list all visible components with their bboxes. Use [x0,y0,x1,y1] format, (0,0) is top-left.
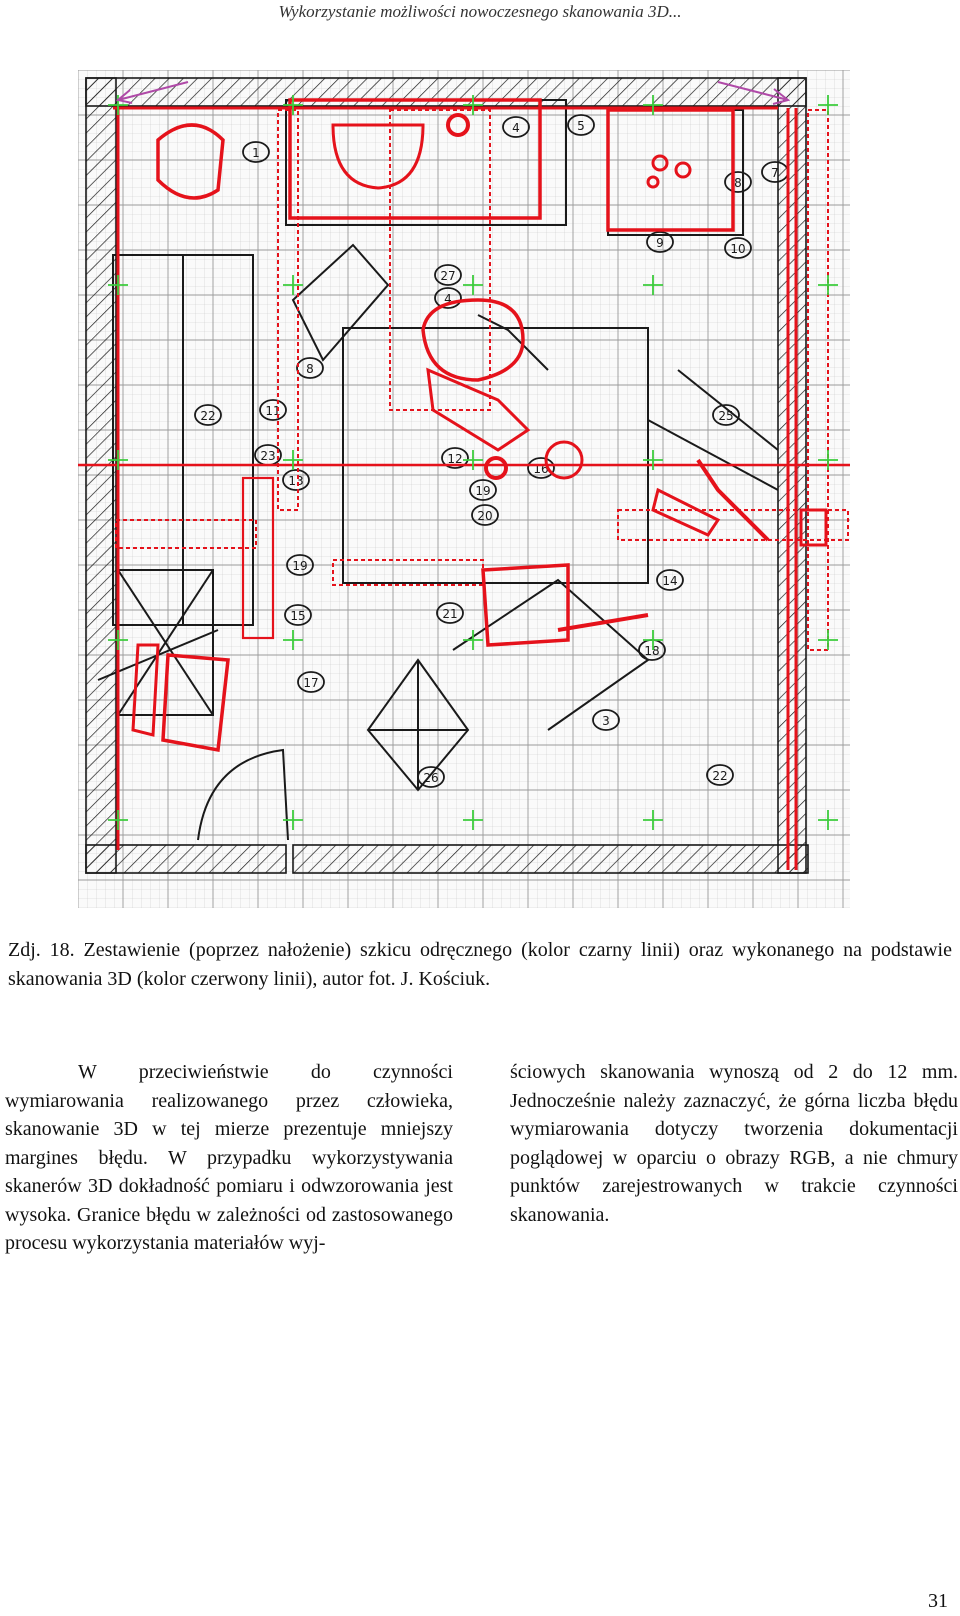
sketch-marker-label: 27 [440,269,456,283]
sketch-marker-label: 22 [200,409,216,423]
floor-plan-svg [78,70,850,908]
sketch-marker-label: 14 [662,574,678,588]
paragraph-left: W przeciwieństwie do czynności wymiarowania realizowanego przez człowieka, skanowanie 3D w tej mierze prezentuje mniejszy margines błędu. W przypadku wykorzystywania skanerów 3D dokładność pomiaru i odwzorowania jest wysoka. Granice błędu w zależności od zastosowanego procesu wykorzystania materiałów wyj- [5,1061,453,1254]
sketch-marker-label: 9 [656,236,664,250]
sketch-marker-label: 25 [718,409,734,423]
sketch-marker-label: 18 [644,644,660,658]
page-number: 31 [928,1590,948,1612]
sketch-marker-label: 20 [477,509,493,523]
sketch-marker-label: 23 [260,449,276,463]
sketch-marker-label: 13 [288,474,304,488]
sketch-marker-label: 3 [602,714,610,728]
sketch-marker-label: 4 [512,121,520,135]
sketch-marker-label: 12 [447,452,463,466]
sketch-marker-label: 15 [290,609,306,623]
sketch-marker-label: 19 [292,559,308,573]
sketch-marker-label: 7 [771,166,779,180]
sketch-marker-label: 5 [577,119,585,133]
sketch-marker-label: 4 [444,292,452,306]
body-column-right [510,1058,958,1229]
sketch-marker-label: 22 [712,769,728,783]
sketch-marker-label: 10 [730,242,746,256]
figure-caption [8,936,952,994]
sketch-marker-label: 17 [303,676,319,690]
paragraph-right: ściowych skanowania wynoszą od 2 do 12 mm. Jednocześnie należy zaznaczyć, że górna liczba błędu wymiarowania dotyczy tworzenia dokumentacji poglądowej w oparciu o obrazy RGB, a nie chmury punktów zarejestrowanych w trakcie czynności skanowania. [510,1061,958,1226]
sketch-marker-label: 21 [442,607,458,621]
sketch-marker-label: 26 [423,771,439,785]
floor-plan-figure [78,70,850,908]
sketch-marker-label: 19 [475,484,491,498]
sketch-marker-label: 8 [734,176,742,190]
body-column-left [5,1058,453,1258]
caption-text: Zestawienie (poprzez nałożenie) szkicu odręcznego (kolor czarny linii) oraz wykonanego na podstawie skanowania 3D (kolor czerwony linii), autor fot. J. Kościuk. [8,939,952,990]
running-header: Wykorzystanie możliwości nowoczesnego skanowania 3D... [278,2,682,21]
caption-label: Zdj. 18. [8,939,75,961]
sketch-marker-label: 16 [533,462,549,476]
sketch-marker-label: 11 [265,404,281,418]
sketch-marker-label: 1 [252,146,260,160]
sketch-marker-label: 8 [306,362,314,376]
